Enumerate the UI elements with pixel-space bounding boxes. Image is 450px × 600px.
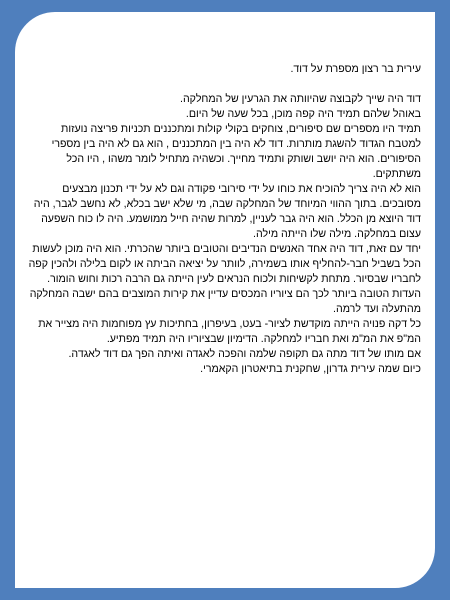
paragraph: העדות הטובה ביותר לכך הם ציוריו המכסים עדיין את קירות המוצבים בהם ישבה המחלקה מהתעלה ועד לרמה.: [29, 288, 421, 315]
blank-line: [27, 77, 421, 92]
paragraph: אם מותו של דוד מתה גם תקופה שלמה והפכה לאגדה ואיתה הפך גם דוד לאגדה.: [68, 348, 421, 360]
document-body: [27, 62, 421, 377]
paragraph: דוד היה שייך לקבוצה שהיוותה את הגרעין של המחלקה.: [180, 93, 421, 105]
paragraph: כיום שמה עירית גדרון, שחקנית בתיאטרון הקאמרי.: [200, 363, 421, 375]
paragraph: יחד עם זאת, דוד היה אחד האנשים הנדיבים והטובים ביותר שהכרתי. הוא היה מוכן לעשות הכל בשביל חבר-להחליף אותו בשמירה, לוותר על יציאה הביתה או לקום בלילה ולהכין קפה לחבריו שבסיור. מתחת לקשיחות ולכוח הנראים לעין הייתה גם הרבה רכות וחוש הומור.: [28, 243, 421, 285]
paragraph: הוא לא היה צריך להוכיח את כוחו על ידי סירובי פקודה וגם לא על ידי תכנון מבצעים מסובכים. בתוך ההווי המיוחד של המחלקה שבה, מי שלא ישב בכלא, לא נחשב לגבר, היה דוד היוצא מן הכלל. הוא היה גבר לעניין, למרות שהיה חייל ממושמע. היה לו כוח השפעה עצום במחלקה. מילה שלו הייתה מילה.: [33, 183, 421, 240]
document-card: [15, 12, 435, 588]
paragraph: תמיד היו מספרים שם סיפורים, צוחקים בקולי קולות ומתכננים תכניות פריצה נועזות למטבח הגדוד להשגת מותרות. דוד לא היה בין המתכננים , הוא גם לא היה בין מספרי הסיפורים. הוא היה יושב ושותק ותמיד מחייך. וכשהיה מתחיל לומר משהו , היו הכל משתתקים.: [51, 123, 421, 180]
paragraph: כל דקה פנויה הייתה מוקדשת לציור- בעט, בעיפרון, בחתיכות עץ מפוחמות היה מצייר את המ"פ את המ"מ ואת חבריו למחלקה. הדימיון שבציוריו היה תמיד מפתיע.: [38, 318, 421, 345]
paragraph: באוהל שלהם תמיד היה קפה מוכן, בכל שעה של היום.: [185, 108, 421, 120]
title-line: עירית בר רצון מספרת על דוד.: [290, 63, 421, 75]
